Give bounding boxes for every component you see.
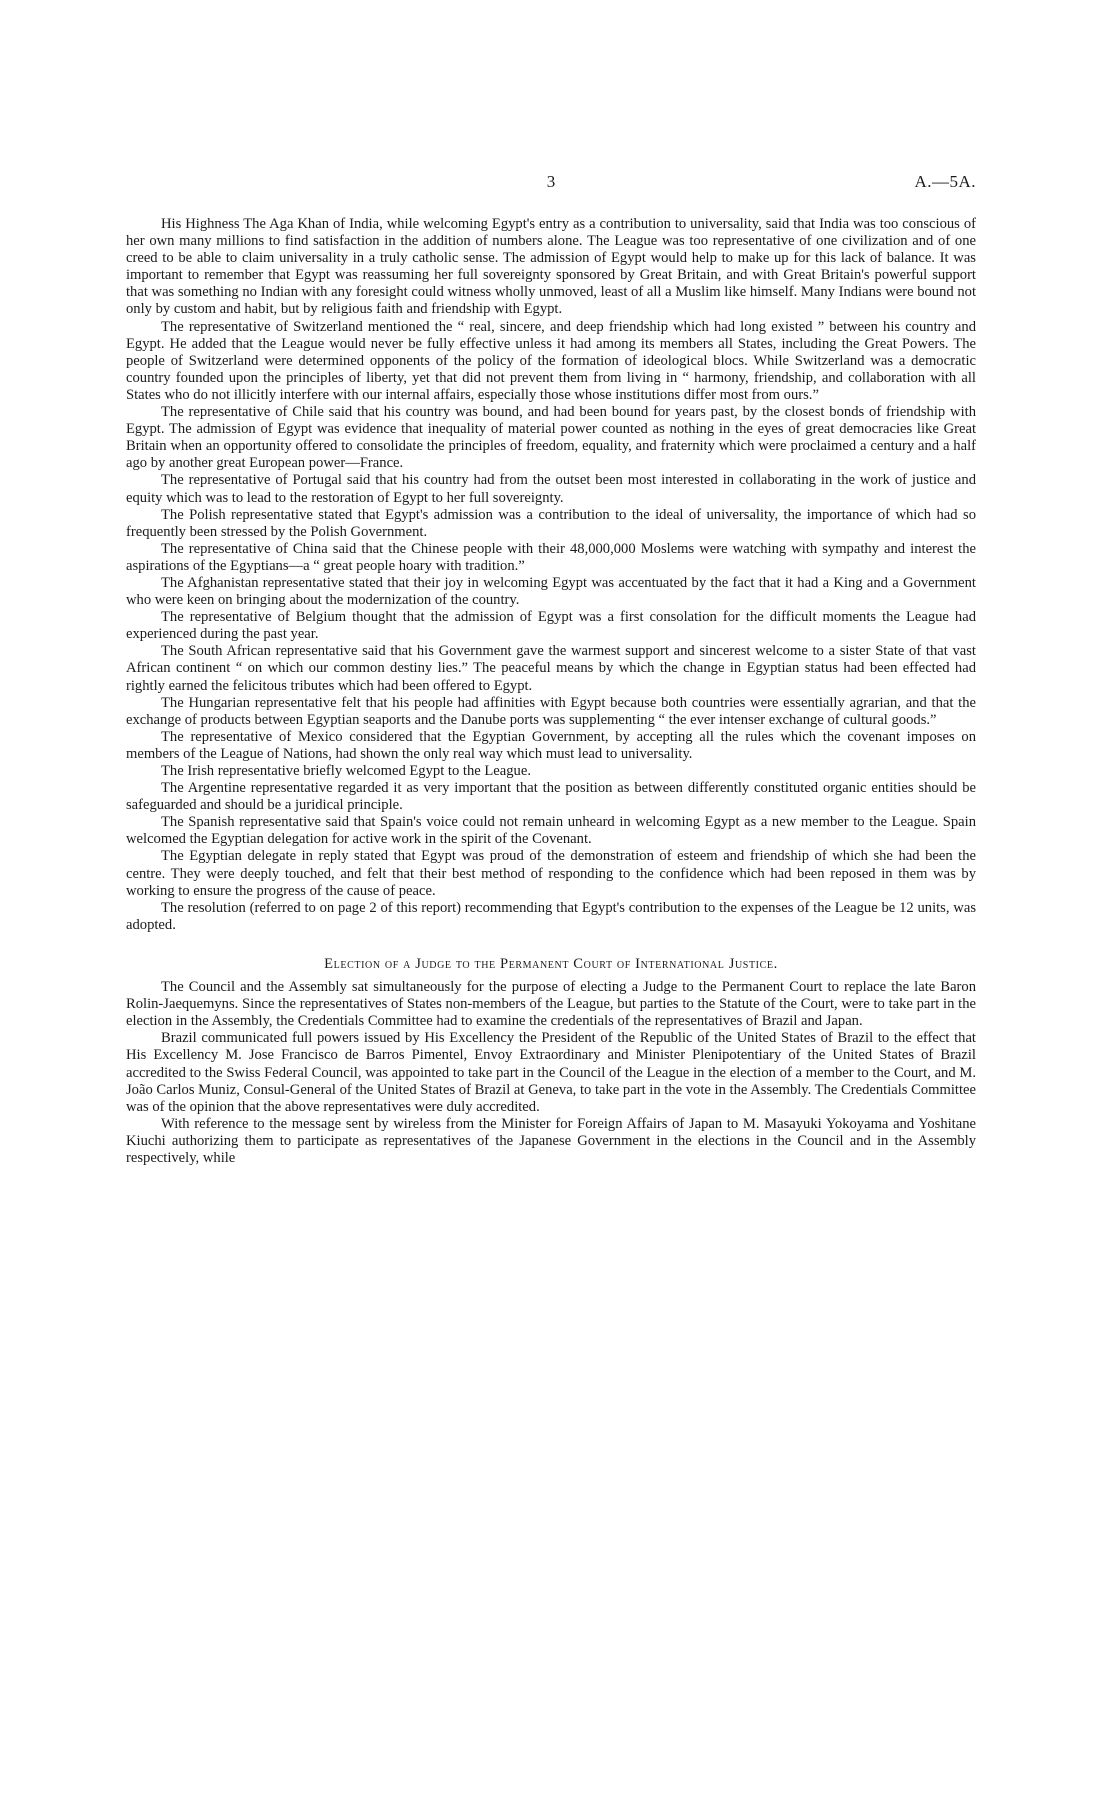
paragraph-spain: The Spanish representative said that Spain's voice could not remain unheard in welcoming Egypt as a new member to the League. Spain welcomed the Egyptian delegation for active work in the spirit of the Covenant. [126,814,976,848]
section-heading: Election of a Judge to the Permanent Court of International Justice. [324,955,778,972]
paragraph-aga-khan: His Highness The Aga Khan of India, while welcoming Egypt's entry as a contribution to universality, said that India was too conscious of her own many millions to find satisfaction in the addition of numbers alone. The League was too representative of one civilization and of one creed to be able to claim universality in a truly catholic sense. The admission of Egypt would help to make up for this lack of balance. It was important to remember that Egypt was reassuming her full sovereignty sponsored by Great Britain, and with Great Britain's powerful support that was something no Indian with any foresight could witness wholly unmoved, least of all a Muslim like himself. Many Indians were bound not only by custom and habit, but by religious faith and friendship with Egypt. [126,216,976,318]
paragraph-egypt-reply: The Egyptian delegate in reply stated that Egypt was proud of the demonstration of esteem and friendship of which she had been the centre. They were deeply touched, and felt that their best method of responding to the confidence which had been reposed in them was by working to ensure the progress of the cause of peace. [126,848,976,899]
paragraph-japan-credentials: With reference to the message sent by wireless from the Minister for Foreign Affairs of Japan to M. Masayuki Yokoyama and Yoshitane Kiuchi authorizing them to participate as representatives of the Japanese Government in the elections in the Council and in the Assembly respectively, while [126,1115,976,1166]
paragraph-brazil-credentials: Brazil communicated full powers issued by His Excellency the President of the Republic of the United States of Brazil to the effect that His Excellency M. Jose Francisco de Barros Pimentel, Envoy Extraordinary and Minister Plenipotentiary of the United States of Brazil accredited to the Swiss Federal Council, was appointed to take part in the Council of the League in the election of a member to the Court, and M. João Carlos Muniz, Consul-General of the United States of Brazil at Geneva, to take part in the vote in the Assembly. The Credentials Committee was of the opinion that the above representatives were duly accredited. [126,1030,976,1115]
paragraph-chile: The representative of Chile said that his country was bound, and had been bound for years past, by the closest bonds of friendship with Egypt. The admission of Egypt was evidence that inequality of material power counted as nothing in the eyes of great democracies like Great Britain when an opportunity offered to consolidate the principles of freedom, equality, and fraternity which were proclaimed a century and a half ago by another great European power—France. [126,404,976,472]
paragraph-south-africa: The South African representative said that his Government gave the warmest support and sincerest welcome to a sister State of that vast African continent “ on which our common destiny lies.” The peaceful means by which the change in Egyptian status had been effected had rightly earned the felicitous tributes which had been offered to Egypt. [126,643,976,694]
document-body [126,216,976,1167]
paragraph-china: The representative of China said that the Chinese people with their 48,000,000 Moslems were watching with sympathy and interest the aspirations of the Egyptians—a “ great people hoary with tradition.” [126,540,976,574]
paragraph-hungary: The Hungarian representative felt that his people had affinities with Egypt because both countries were essentially agrarian, and that the exchange of products between Egyptian seaports and the Danube ports was supplementing “ the ever intenser exchange of cultural goods.” [126,694,976,728]
paragraph-afghanistan: The Afghanistan representative stated that their joy in welcoming Egypt was accentuated by the fact that it had a King and a Government who were keen on bringing about the modernization of the country. [126,574,976,609]
paragraph-argentina: The Argentine representative regarded it as very important that the position as between differently constituted organic entities should be safeguarded and should be a juridical principle. [126,780,976,814]
paragraph-belgium: The representative of Belgium thought that the admission of Egypt was a first consolation for the difficult moments the League had experienced during the past year. [126,609,976,643]
paragraph-portugal: The representative of Portugal said that his country had from the outset been most interested in collaborating in the work of justice and equity which was to lead to the restoration of Egypt to her full sovereignty. [126,472,976,506]
paragraph-resolution: The resolution (referred to on page 2 of this report) recommending that Egypt's contribution to the expenses of the League be 12 units, was adopted. [126,899,976,933]
paragraph-mexico: The representative of Mexico considered that the Egyptian Government, by accepting all the rules which the covenant imposes on members of the League of Nations, had shown the only real way which must lead to universality. [126,728,976,762]
paragraph-election-intro: The Council and the Assembly sat simultaneously for the purpose of electing a Judge to the Permanent Court to replace the late Baron Rolin-Jaequemyns. Since the representatives of States non-members of the League, but parties to the Statute of the Court, were to take part in the election in the Assembly, the Credentials Committee had to examine the credentials of the representatives of Brazil and Japan. [126,979,976,1030]
paragraph-poland: The Polish representative stated that Egypt's admission was a contribution to the ideal of universality, the importance of which had so frequently been stressed by the Polish Government. [126,506,976,540]
page-number: 3 [546,172,556,191]
document-reference: A.—5A. [914,172,976,191]
paragraph-switzerland: The representative of Switzerland mentioned the “ real, sincere, and deep friendship which had long existed ” between his country and Egypt. He added that the League would never be fully effective unless it had among its members all States, including the Great Powers. The people of Switzerland were determined opponents of the policy of the formation of ideological blocs. While Switzerland was a democratic country founded upon the principles of liberty, yet that did not prevent them from living in “ harmony, friendship, and collaboration with all States who do not illicitly interfere with our internal affairs, especially those whose institutions differ most from ours.” [126,318,976,403]
page-header [126,172,976,196]
paragraph-ireland: The Irish representative briefly welcomed Egypt to the League. [161,763,531,779]
